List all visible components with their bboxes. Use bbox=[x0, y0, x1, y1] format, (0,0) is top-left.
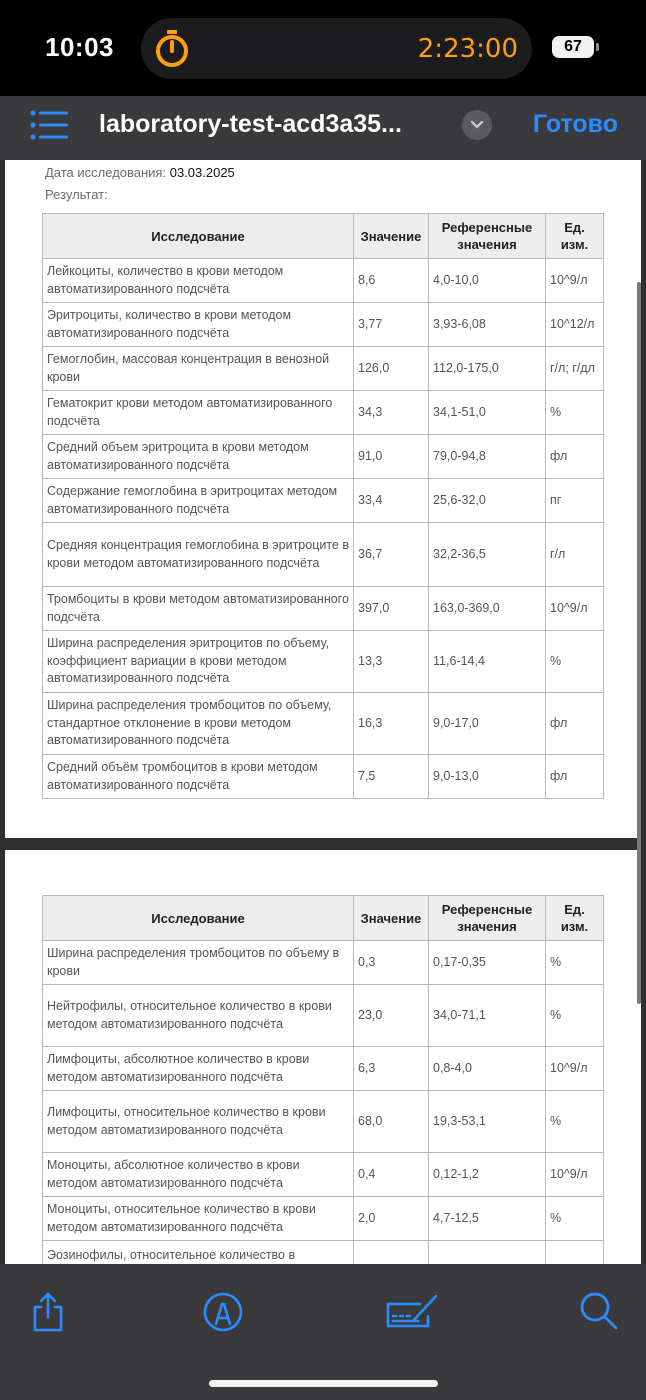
cell-unit: 10^12/л bbox=[546, 303, 604, 347]
status-time: 10:03 bbox=[45, 32, 114, 62]
header-value: Значение bbox=[354, 214, 429, 259]
cell-test-name: Эритроциты, количество в крови методом автоматизированного подсчёта bbox=[43, 303, 354, 347]
table-row bbox=[43, 1047, 604, 1091]
cell-test-name: Ширина распределения тромбоцитов по объему, стандартное отклонение в крови методом автоматизированного подсчёта bbox=[43, 693, 354, 755]
cell-value: 33,4 bbox=[354, 479, 429, 523]
cell-value: 397,0 bbox=[354, 587, 429, 631]
cell-value: 8,6 bbox=[354, 259, 429, 303]
cell-unit: % bbox=[546, 985, 604, 1047]
cell-unit: 10^9/л bbox=[546, 259, 604, 303]
cell-reference: 34,1-51,0 bbox=[429, 391, 546, 435]
header-test: Исследование bbox=[43, 214, 354, 259]
status-bar bbox=[0, 0, 646, 96]
table-1-body bbox=[43, 259, 604, 799]
battery-indicator: 67 bbox=[552, 36, 594, 58]
timer-readout: 2:23:00 bbox=[417, 34, 518, 64]
table-row bbox=[43, 941, 604, 985]
header-reference: Референсные значения bbox=[429, 214, 546, 259]
table-row bbox=[43, 755, 604, 799]
battery-tip bbox=[596, 43, 599, 51]
document-title: laboratory-test-acd3a35... bbox=[99, 110, 402, 138]
scrollbar[interactable] bbox=[637, 282, 641, 1004]
table-row bbox=[43, 1241, 604, 1265]
markup-icon[interactable] bbox=[201, 1290, 245, 1334]
table-row bbox=[43, 1153, 604, 1197]
table-row bbox=[43, 693, 604, 755]
cell-value: 34,3 bbox=[354, 391, 429, 435]
table-row bbox=[43, 303, 604, 347]
cell-value: 13,3 bbox=[354, 631, 429, 693]
home-indicator[interactable] bbox=[209, 1380, 438, 1387]
stopwatch-icon bbox=[151, 27, 193, 69]
table-2-body bbox=[43, 941, 604, 1265]
cell-reference: 9,0-17,0 bbox=[429, 693, 546, 755]
cell-value: 3,77 bbox=[354, 303, 429, 347]
cell-test-name: Ширина распределения эритроцитов по объему, коэффициент вариации в крови методом автоматизированного подсчёта bbox=[43, 631, 354, 693]
cell-reference: 4,0-10,0 bbox=[429, 259, 546, 303]
cell-unit: 10^9/л bbox=[546, 587, 604, 631]
cell-unit: 10^9/л bbox=[546, 1047, 604, 1091]
title-menu-button[interactable] bbox=[462, 110, 492, 140]
header-test: Исследование bbox=[43, 896, 354, 941]
cell-value: 0,4 bbox=[354, 1153, 429, 1197]
search-icon[interactable] bbox=[578, 1290, 622, 1334]
document-viewer[interactable] bbox=[0, 160, 646, 1264]
cell-reference: 4,7-12,5 bbox=[429, 1197, 546, 1241]
study-date-line bbox=[45, 165, 235, 180]
cell-reference: 0,12-1,2 bbox=[429, 1153, 546, 1197]
document-page-2 bbox=[5, 850, 641, 1264]
cell-test-name: Гематокрит крови методом автоматизированного подсчёта bbox=[43, 391, 354, 435]
cell-unit: % bbox=[546, 391, 604, 435]
cell-reference bbox=[429, 1241, 546, 1265]
cell-unit: фл bbox=[546, 755, 604, 799]
cell-reference: 19,3-53,1 bbox=[429, 1091, 546, 1153]
cell-value: 23,0 bbox=[354, 985, 429, 1047]
study-date-value: 03.03.2025 bbox=[169, 165, 235, 180]
cell-test-name: Тромбоциты в крови методом автоматизированного подсчёта bbox=[43, 587, 354, 631]
header-value: Значение bbox=[354, 896, 429, 941]
cell-value bbox=[354, 1241, 429, 1265]
cell-test-name: Средний объём тромбоцитов в крови методом автоматизированного подсчёта bbox=[43, 755, 354, 799]
table-row bbox=[43, 1197, 604, 1241]
cell-test-name: Средний объем эритроцита в крови методом автоматизированного подсчёта bbox=[43, 435, 354, 479]
cell-unit: фл bbox=[546, 693, 604, 755]
cell-reference: 11,6-14,4 bbox=[429, 631, 546, 693]
cell-test-name: Лимфоциты, абсолютное количество в крови методом автоматизированного подсчёта bbox=[43, 1047, 354, 1091]
cell-unit: фл bbox=[546, 435, 604, 479]
signature-icon[interactable] bbox=[384, 1290, 440, 1334]
result-label: Результат: bbox=[45, 187, 108, 202]
cell-reference: 34,0-71,1 bbox=[429, 985, 546, 1047]
cell-unit: % bbox=[546, 1091, 604, 1153]
cell-reference: 25,6-32,0 bbox=[429, 479, 546, 523]
cell-value: 91,0 bbox=[354, 435, 429, 479]
cell-value: 0,3 bbox=[354, 941, 429, 985]
cell-unit bbox=[546, 1241, 604, 1265]
cell-reference: 0,8-4,0 bbox=[429, 1047, 546, 1091]
table-row bbox=[43, 391, 604, 435]
cell-reference: 79,0-94,8 bbox=[429, 435, 546, 479]
cell-test-name: Моноциты, абсолютное количество в крови методом автоматизированного подсчёта bbox=[43, 1153, 354, 1197]
cell-test-name: Содержание гемоглобина в эритроцитах методом автоматизированного подсчёта bbox=[43, 479, 354, 523]
cell-unit: % bbox=[546, 631, 604, 693]
cell-value: 6,3 bbox=[354, 1047, 429, 1091]
document-page-1 bbox=[5, 160, 641, 838]
cell-reference: 9,0-13,0 bbox=[429, 755, 546, 799]
done-button[interactable]: Готово bbox=[532, 110, 618, 138]
cell-test-name: Нейтрофилы, относительное количество в крови методом автоматизированного подсчёта bbox=[43, 985, 354, 1047]
cell-value: 126,0 bbox=[354, 347, 429, 391]
table-row bbox=[43, 587, 604, 631]
cell-reference: 0,17-0,35 bbox=[429, 941, 546, 985]
cell-test-name: Лимфоциты, относительное количество в крови методом автоматизированного подсчёта bbox=[43, 1091, 354, 1153]
table-row bbox=[43, 479, 604, 523]
cell-unit: 10^9/л bbox=[546, 1153, 604, 1197]
table-row bbox=[43, 259, 604, 303]
cell-test-name: Средняя концентрация гемоглобина в эритроците в крови методом автоматизированного подсчёта bbox=[43, 523, 354, 587]
nav-bar bbox=[0, 96, 646, 160]
header-unit: Ед. изм. bbox=[546, 896, 604, 941]
cell-test-name: Гемоглобин, массовая концентрация в венозной крови bbox=[43, 347, 354, 391]
cell-value: 36,7 bbox=[354, 523, 429, 587]
cell-test-name: Лейкоциты, количество в крови методом автоматизированного подсчёта bbox=[43, 259, 354, 303]
cell-unit: % bbox=[546, 1197, 604, 1241]
header-unit: Ед. изм. bbox=[546, 214, 604, 259]
cell-value: 2,0 bbox=[354, 1197, 429, 1241]
results-table-1 bbox=[42, 213, 604, 799]
cell-reference: 112,0-175,0 bbox=[429, 347, 546, 391]
results-table-2 bbox=[42, 895, 604, 1264]
cell-value: 7,5 bbox=[354, 755, 429, 799]
table-row bbox=[43, 523, 604, 587]
study-date-label: Дата исследования: bbox=[45, 165, 167, 180]
cell-test-name: Ширина распределения тромбоцитов по объему в крови bbox=[43, 941, 354, 985]
share-icon[interactable] bbox=[26, 1290, 70, 1334]
cell-reference: 32,2-36,5 bbox=[429, 523, 546, 587]
cell-reference: 3,93-6,08 bbox=[429, 303, 546, 347]
cell-unit: г/л bbox=[546, 523, 604, 587]
list-icon[interactable] bbox=[30, 110, 68, 140]
cell-unit: пг bbox=[546, 479, 604, 523]
header-reference: Референсные значения bbox=[429, 896, 546, 941]
table-row bbox=[43, 1091, 604, 1153]
table-row bbox=[43, 347, 604, 391]
cell-test-name: Моноциты, относительное количество в крови методом автоматизированного подсчёта bbox=[43, 1197, 354, 1241]
table-row bbox=[43, 631, 604, 693]
chevron-down-icon bbox=[462, 110, 492, 140]
table-row bbox=[43, 435, 604, 479]
cell-test-name: Эозинофилы, относительное количество в bbox=[43, 1241, 354, 1265]
cell-value: 68,0 bbox=[354, 1091, 429, 1153]
table-row bbox=[43, 985, 604, 1047]
dynamic-island[interactable] bbox=[141, 18, 532, 79]
cell-unit: г/л; г/дл bbox=[546, 347, 604, 391]
cell-reference: 163,0-369,0 bbox=[429, 587, 546, 631]
cell-unit: % bbox=[546, 941, 604, 985]
cell-value: 16,3 bbox=[354, 693, 429, 755]
